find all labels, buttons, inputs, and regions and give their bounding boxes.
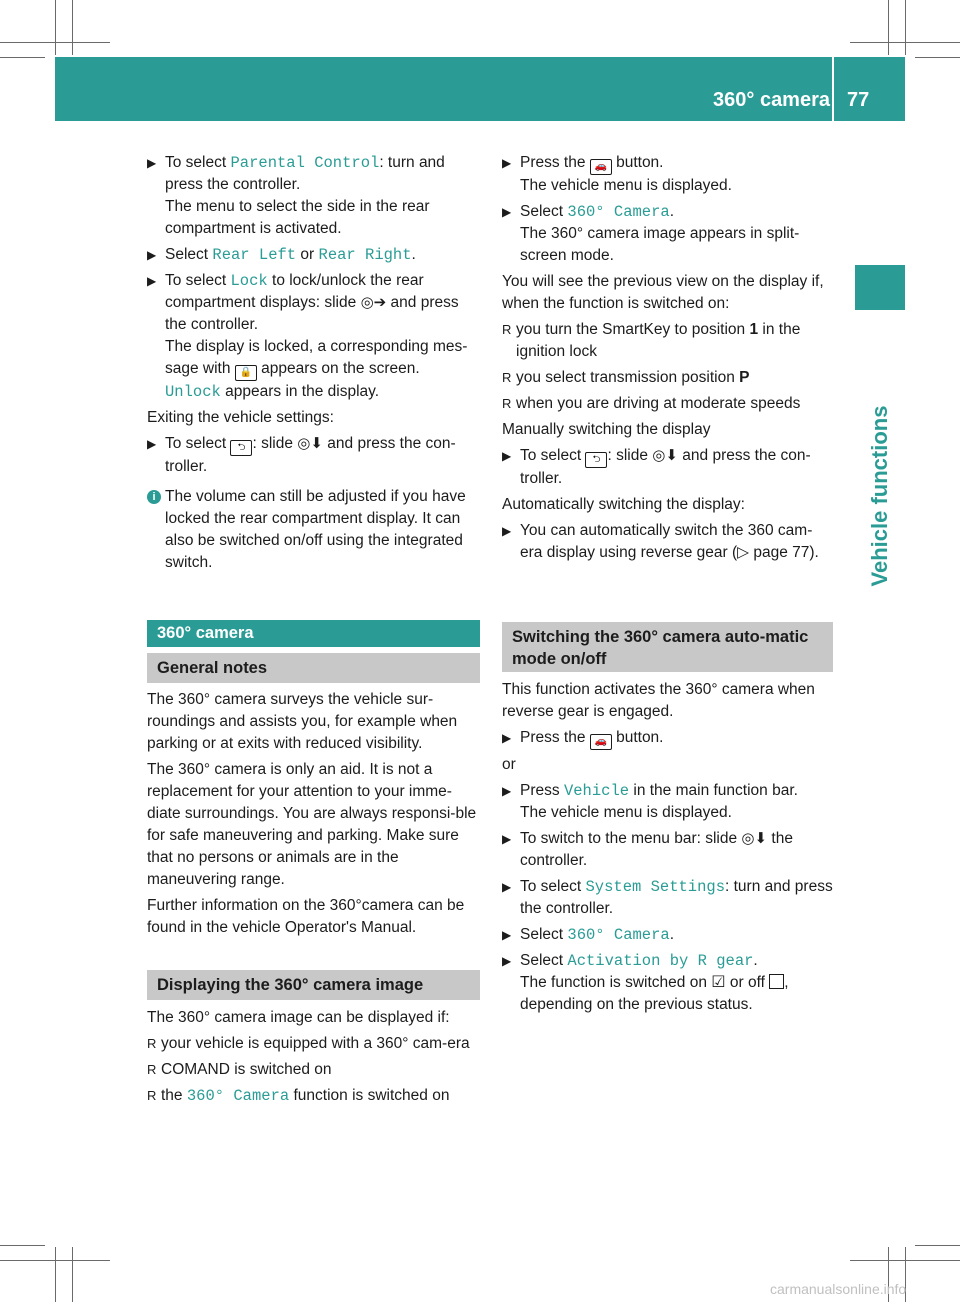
- chapter-tab: [855, 265, 905, 310]
- controller-slide-icon: ◎➔: [360, 294, 387, 311]
- text: you turn the SmartKey to position: [516, 321, 750, 338]
- text: or: [296, 246, 319, 263]
- controller-slide-icon: ◎⬇: [741, 830, 768, 847]
- step-arrow-icon: ▶: [147, 274, 157, 288]
- watermark: carmanualsonline.info: [770, 1281, 907, 1297]
- instruction-step: [147, 433, 477, 478]
- text: Press: [520, 782, 564, 799]
- menu-code: 360° Camera: [567, 203, 670, 221]
- text: button.: [611, 154, 664, 171]
- bullet-icon: R: [147, 1088, 157, 1103]
- paragraph: Further information on the 360°camera can be found in the vehicle Operator's Manual.: [147, 897, 465, 936]
- instruction-step: [502, 445, 832, 490]
- text: P: [739, 369, 750, 386]
- text: To select: [520, 878, 586, 895]
- text: : turn and press the controller.: [520, 878, 833, 917]
- instruction-step: [502, 780, 834, 824]
- text: The menu to select the side in the rear compartment is activated.: [165, 198, 430, 237]
- text: The display is locked, a corresponding mes-sage with: [165, 338, 468, 377]
- instruction-step: [502, 950, 834, 1016]
- controller-slide-icon: ◎⬇: [297, 435, 323, 452]
- back-icon: ⮌: [585, 452, 607, 468]
- instruction-step: [147, 244, 477, 266]
- page-title: 360° camera: [713, 89, 830, 111]
- paragraph: The 360° camera image can be displayed if:: [147, 1009, 450, 1026]
- text: .: [669, 926, 675, 943]
- page-number: 77: [847, 89, 870, 111]
- bullet-icon: R: [502, 396, 512, 411]
- instruction-step: [502, 727, 834, 750]
- text: : slide: [252, 435, 298, 452]
- info-icon: i: [147, 490, 161, 504]
- text: COMAND is switched on: [161, 1061, 332, 1078]
- text: .: [753, 952, 758, 969]
- note-text: The volume can still be adjusted if you have locked the rear compartment display. It can also be switched on/off using the integrated switch.: [165, 488, 466, 571]
- crop-mark: [888, 0, 889, 55]
- menu-code: Unlock: [165, 383, 221, 401]
- bullet-icon: R: [502, 322, 512, 337]
- text: when you are driving at moderate speeds: [516, 395, 801, 412]
- text: To switch to the menu bar: slide: [520, 830, 742, 847]
- text: Select: [520, 203, 568, 220]
- step-arrow-icon: ▶: [502, 731, 512, 745]
- instruction-step: [147, 152, 477, 240]
- list-item: [502, 367, 832, 389]
- step-arrow-icon: ▶: [502, 205, 512, 219]
- page-reference-link[interactable]: page 77).: [749, 544, 819, 561]
- paragraph: The 360° camera surveys the vehicle sur-roundings and assists you, for example when parking or at exits with reduced visibility.: [147, 691, 458, 752]
- text: Press the: [520, 729, 590, 746]
- controller-slide-icon: ◎⬇: [652, 447, 678, 464]
- step-arrow-icon: ▶: [502, 156, 512, 170]
- menu-code: Parental Control: [230, 154, 380, 172]
- text: Select: [520, 952, 568, 969]
- crop-mark: [0, 57, 45, 58]
- paragraph: Exiting the vehicle settings:: [147, 409, 334, 426]
- crop-mark: [915, 57, 960, 58]
- step-arrow-icon: ▶: [502, 832, 512, 846]
- paragraph: You will see the previous view on the display if, when the function is switched on:: [502, 273, 824, 312]
- text: or off: [725, 974, 770, 991]
- text: Select: [165, 246, 213, 263]
- text: To select: [520, 447, 586, 464]
- text: and press the con-troller.: [520, 447, 811, 487]
- bullet-icon: R: [147, 1036, 157, 1051]
- text: appears on the screen.: [256, 360, 420, 377]
- checkbox-checked-icon: ☑: [711, 974, 726, 991]
- crop-mark: [55, 1247, 56, 1302]
- info-note: [147, 486, 477, 574]
- crop-mark: [55, 0, 56, 55]
- paragraph: Automatically switching the display:: [502, 496, 745, 513]
- text: depending on the previous status.: [520, 996, 753, 1013]
- paragraph: or: [502, 756, 516, 773]
- list-item: [147, 1033, 479, 1055]
- text: Press the: [520, 154, 590, 171]
- text: The function is switched on: [520, 974, 712, 991]
- text: .: [411, 246, 416, 263]
- step-arrow-icon: ▶: [147, 437, 157, 451]
- instruction-step: [502, 828, 834, 872]
- text: in the main function bar.: [629, 782, 798, 799]
- list-item: [502, 319, 832, 363]
- instruction-step: [502, 876, 834, 920]
- crop-mark: [915, 1245, 960, 1246]
- step-arrow-icon: ▶: [502, 880, 512, 894]
- bullet-icon: R: [502, 370, 512, 385]
- page-ref-icon: ▷: [737, 544, 750, 561]
- text: the controller.: [520, 830, 793, 869]
- subsection-heading: Displaying the 360° camera image: [147, 970, 480, 1000]
- menu-code: 360° Camera: [567, 926, 670, 944]
- menu-code: Rear Left: [212, 246, 297, 264]
- crop-mark: [72, 0, 73, 55]
- paragraph: Manually switching the display: [502, 421, 711, 438]
- menu-code: System Settings: [585, 878, 726, 896]
- text: appears in the display.: [220, 383, 380, 400]
- text: To select: [165, 272, 231, 289]
- chapter-label: Vehicle functions: [867, 405, 892, 587]
- text: to lock/unlock the rear compartment displays: slide: [165, 272, 424, 311]
- list-item: [147, 1085, 479, 1107]
- crop-mark: [72, 1247, 73, 1302]
- text: .: [669, 203, 675, 220]
- instruction-step: [502, 201, 832, 267]
- text: : slide: [607, 447, 653, 464]
- list-item: [147, 1059, 479, 1081]
- step-arrow-icon: ▶: [502, 449, 512, 463]
- text: and press the controller.: [165, 294, 459, 333]
- subsection-heading: General notes: [147, 653, 480, 683]
- paragraph: The 360° camera is only an aid. It is not a replacement for your attention to your imme-diate surroundings. You are always responsi-ble for safe maneuvering and parking. Make sure that no persons or animals are in the maneuvering range.: [147, 761, 477, 888]
- paragraph: This function activates the 360° camera when reverse gear is engaged.: [502, 681, 815, 720]
- header-divider: [832, 57, 834, 121]
- text: : turn and press the controller.: [165, 154, 445, 193]
- instruction-step: [502, 520, 832, 564]
- back-icon: ⮌: [230, 440, 252, 456]
- step-arrow-icon: ▶: [147, 156, 157, 170]
- menu-code: Lock: [230, 272, 268, 290]
- text: 1: [749, 321, 759, 338]
- general-notes-body: [147, 689, 479, 943]
- instruction-step: [502, 152, 832, 197]
- step-arrow-icon: ▶: [502, 524, 512, 538]
- text: you select transmission position: [516, 369, 740, 386]
- text: and press the con-troller.: [165, 435, 456, 475]
- right-column: [502, 152, 832, 568]
- section-heading: 360° camera: [147, 620, 480, 647]
- text: To select: [165, 435, 231, 452]
- auto-mode-body: [502, 679, 834, 1020]
- crop-mark: [0, 1245, 45, 1246]
- text: To select: [165, 154, 231, 171]
- checkbox-unchecked-icon: [769, 974, 784, 989]
- text: The vehicle menu is displayed.: [520, 177, 732, 194]
- step-arrow-icon: ▶: [147, 248, 157, 262]
- menu-code: Activation by R gear: [567, 952, 754, 970]
- menu-code: Rear Right: [318, 246, 412, 264]
- text: your vehicle is equipped with a 360° cam-era: [161, 1035, 470, 1052]
- subsection-heading: Switching the 360° camera auto-matic mode on/off: [502, 622, 833, 672]
- text: button.: [611, 729, 664, 746]
- step-arrow-icon: ▶: [502, 784, 512, 798]
- crop-mark: [905, 0, 906, 55]
- left-column: [147, 152, 477, 574]
- text: function is switched on: [289, 1087, 450, 1104]
- text: the: [161, 1087, 187, 1104]
- vehicle-button-icon: 🚗: [590, 734, 612, 750]
- vehicle-button-icon: 🚗: [590, 159, 612, 175]
- instruction-step: [147, 270, 477, 403]
- text: Select: [520, 926, 568, 943]
- bullet-icon: R: [147, 1062, 157, 1077]
- text: You can automatically switch the 360 cam-era display using reverse gear (: [520, 522, 813, 561]
- lock-icon: 🔒: [235, 365, 257, 381]
- text: The 360° camera image appears in split-screen mode.: [520, 225, 800, 264]
- text: in the ignition lock: [516, 321, 801, 360]
- instruction-step: [502, 924, 834, 946]
- display-camera-body: [147, 1007, 479, 1111]
- menu-code: 360° Camera: [186, 1087, 290, 1105]
- text: The vehicle menu is displayed.: [520, 804, 732, 821]
- step-arrow-icon: ▶: [502, 954, 512, 968]
- list-item: [502, 393, 832, 415]
- step-arrow-icon: ▶: [502, 928, 512, 942]
- menu-code: Vehicle: [563, 782, 630, 800]
- text: ,: [784, 974, 789, 991]
